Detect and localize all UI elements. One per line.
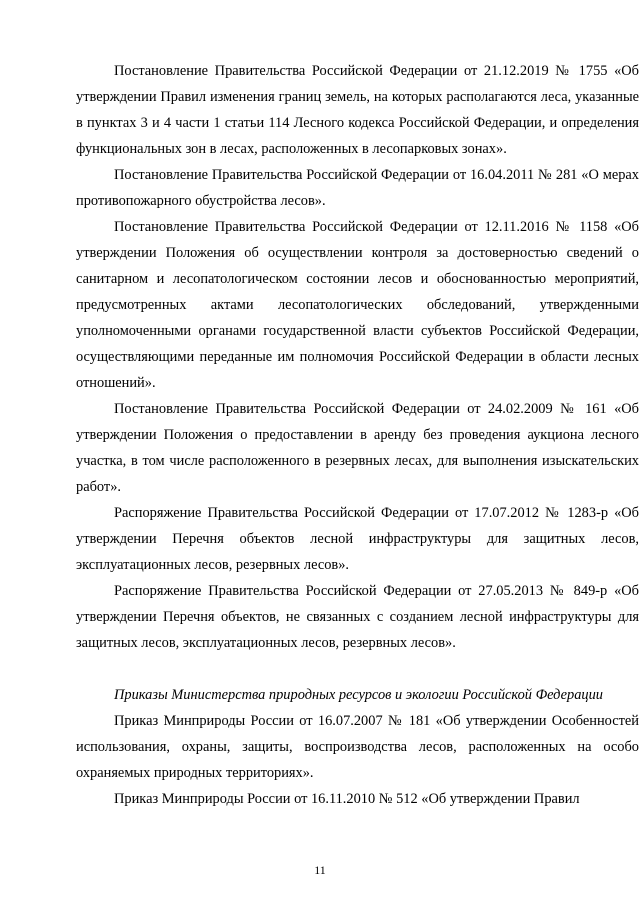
section-heading: Приказы Министерства природных ресурсов и экологии Российской Федерации [114,687,604,703]
paragraph-ministry-order-512: Приказ Минприроды России от 16.11.2010 № 512 «Об утверждении Правил [114,791,580,807]
paragraph-resolution-1158: Постановление Правительства Российской Федерации от 12.11.2016 № 1158 «Об утверждении Положения об осуществлении контроля за достоверностью сведений о санитарном и лесопатологическом состоянии лесов и обоснованностью мероприятий, предусмотренных актами лесопатологических обследований, утвержденными уполномоченными органами государственной власти субъектов Российской Федерации, осуществляющими переданные им полномочия Российской Федерации в области лесных отношений». [76,219,639,391]
paragraph-order-849: Распоряжение Правительства Российской Федерации от 27.05.2013 № 849-р «Об утверждении Перечня объектов, не связанных с созданием лесной инфраструктуры для защитных лесов, эксплуатационных лесов, резервных лесов». [76,583,639,651]
paragraph-resolution-281: Постановление Правительства Российской Федерации от 16.04.2011 № 281 «О мерах противопожарного обустройства лесов». [76,167,639,209]
paragraph-resolution-1755: Постановление Правительства Российской Федерации от 21.12.2019 № 1755 «Об утверждении Правил изменения границ земель, на которых располагаются леса, указанные в пунктах 3 и 4 части 1 статьи 114 Лесного кодекса Российской Федерации, и определения функциональных зон в лесах, расположенных в лесопарковых зонах». [76,63,639,157]
paragraph-order-1283: Распоряжение Правительства Российской Федерации от 17.07.2012 № 1283-р «Об утверждении Перечня объектов лесной инфраструктуры для защитных лесов, эксплуатационных лесов, резервных лесов». [76,505,639,573]
paragraph-resolution-161: Постановление Правительства Российской Федерации от 24.02.2009 № 161 «Об утверждении Положения о предоставлении в аренду без проведения аукциона лесного участка, в том числе расположенного в резервных лесах, для выполнения изыскательских работ». [76,401,639,495]
document-page [76,58,639,812]
page-number: 11 [314,863,326,877]
paragraph-ministry-order-181: Приказ Минприроды России от 16.07.2007 № 181 «Об утверждении Особенностей использования, охраны, защиты, воспроизводства лесов, расположенных на особо охраняемых природных территориях». [76,713,639,781]
